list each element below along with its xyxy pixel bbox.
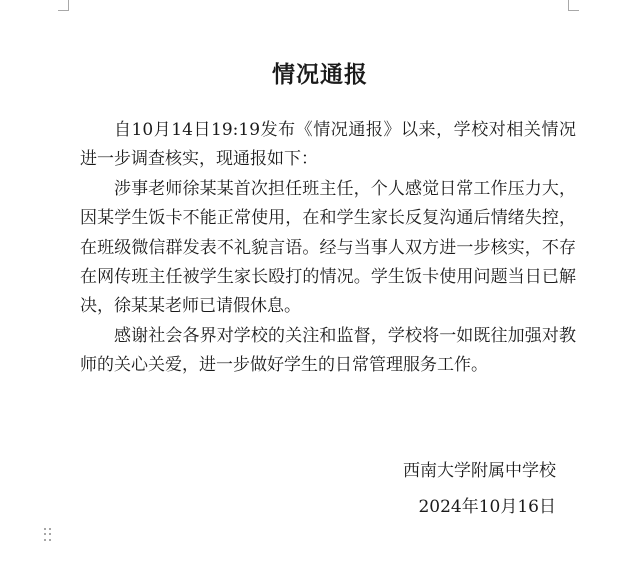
signature-organization: 西南大学附属中学校: [403, 461, 556, 481]
drag-dot: [49, 533, 51, 535]
page-corner-mark-left: [58, 0, 69, 11]
signature-date: 2024年10月16日: [418, 497, 556, 517]
drag-dot: [44, 533, 46, 535]
paragraph-1: 自10月14日19:19发布《情况通报》以来，学校对相关情况进一步调查核实，现通报如下：: [80, 120, 576, 170]
paragraph-2: 涉事老师徐某某首次担任班主任，个人感觉日常工作压力大，因某学生饭卡不能正常使用，在和学生家长反复沟通后情绪失控，在班级微信群发表不礼貌言语。经与当事人双方进一步核实，不存在网传班主任被学生家长殴打的情况。学生饭卡使用问题当日已解决，徐某某老师已请假休息。: [80, 178, 576, 317]
page-corner-mark-right: [568, 0, 579, 11]
drag-dot: [49, 539, 51, 541]
drag-dot: [44, 539, 46, 541]
document-body: [80, 116, 576, 381]
drag-dot: [44, 528, 46, 530]
drag-dot: [49, 528, 51, 530]
paragraph-3: 感谢社会各界对学校的关注和监督，学校将一如既往加强对教师的关心关爱，进一步做好学生的日常管理服务工作。: [80, 325, 576, 376]
signature-block: [403, 453, 556, 525]
document-title: 情况通报: [272, 62, 368, 88]
drag-handle-icon[interactable]: [44, 528, 52, 542]
